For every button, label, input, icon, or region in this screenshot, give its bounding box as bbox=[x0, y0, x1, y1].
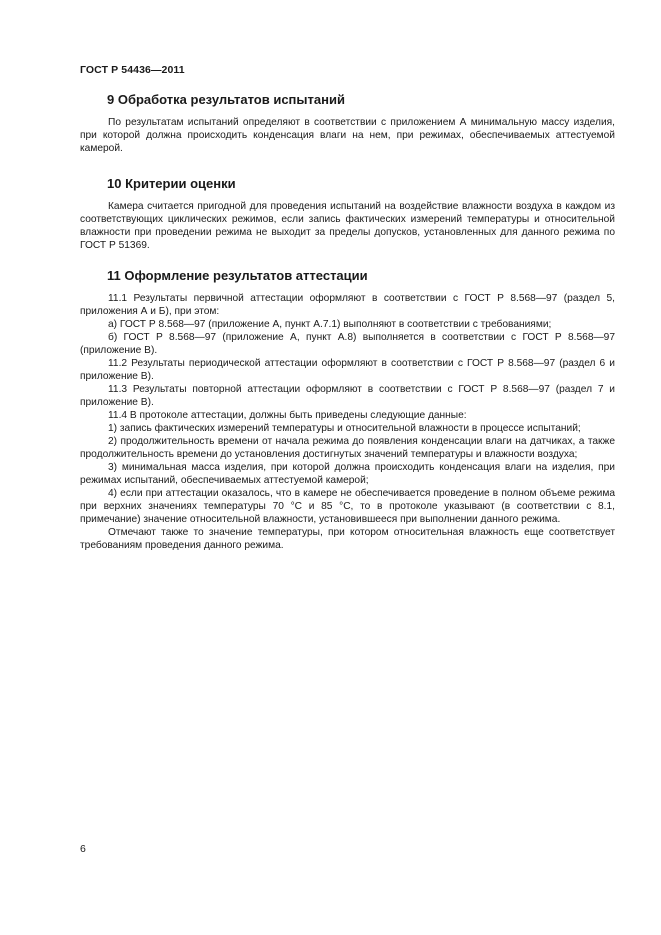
page-number: 6 bbox=[80, 843, 86, 855]
section-9-body bbox=[80, 116, 615, 155]
paragraph-11-4: 11.4 В протоколе аттестации, должны быть приведены следующие данные: bbox=[108, 410, 467, 421]
section-9-heading: 9 Обработка результатов испытаний bbox=[107, 92, 345, 107]
paragraph-11-1: 11.1 Результаты первичной аттестации оформляют в соответствии с ГОСТ Р 8.568—97 (раздел 5, приложения А и Б), при этом: bbox=[80, 293, 615, 317]
paragraph: Камера считается пригодной для проведения испытаний на воздействие влажности воздуха в каждом из соответствующих циклических режимов, если запись фактических измерений температуры и относительной влажности при проведении режима не выходит за пределы допусков, установленных для данного режима по ГОСТ Р 51369. bbox=[80, 201, 615, 251]
section-10-heading: 10 Критерии оценки bbox=[107, 176, 236, 191]
closing-paragraph: Отмечают также то значение температуры, при котором относительная влажность еще соответствует требованиям проведения данного режима. bbox=[80, 527, 615, 551]
list-item-1: 1) запись фактических измерений температуры и относительной влажности в процессе испытаний; bbox=[108, 423, 581, 434]
paragraph-11-1-b: б) ГОСТ Р 8.568—97 (приложение А, пункт А.8) выполняется в соответствии с ГОСТ Р 8.568—97 (приложение В). bbox=[80, 332, 615, 356]
paragraph-11-3: 11.3 Результаты повторной аттестации оформляют в соответствии с ГОСТ Р 8.568—97 (раздел 7 и приложение В). bbox=[80, 384, 615, 408]
list-item-3: 3) минимальная масса изделия, при которой должна происходить конденсация влаги на изделия, при режимах испытаний, обеспечиваемых аттестуемой камерой; bbox=[80, 462, 615, 486]
paragraph-11-2: 11.2 Результаты периодической аттестации оформляют в соответствии с ГОСТ Р 8.568—97 (раздел 6 и приложение В). bbox=[80, 358, 615, 382]
section-11-body bbox=[80, 292, 615, 552]
section-11-heading: 11 Оформление результатов аттестации bbox=[107, 268, 368, 283]
paragraph-11-1-a: а) ГОСТ Р 8.568—97 (приложение А, пункт А.7.1) выполняют в соответствии с требованиями; bbox=[108, 319, 552, 330]
list-item-2: 2) продолжительность времени от начала режима до появления конденсации влаги на датчиках, а также продолжительность времени до установления достигнутых значений температуры и влажности воздуха; bbox=[80, 436, 615, 460]
paragraph: По результатам испытаний определяют в соответствии с приложением А минимальную массу изделия, при которой должна происходить конденсация влаги на нем, при режимах, обеспечиваемых аттестуемой камерой. bbox=[80, 117, 615, 154]
list-item-4: 4) если при аттестации оказалось, что в камере не обеспечивается проведение в полном объеме режима при верхних значениях температуры 70 °С и 85 °С, то в протоколе указывают (в соответствии с 8.1, примечание) значение относительной влажности, установившееся при выполнении данного режима. bbox=[80, 488, 615, 525]
section-10-body bbox=[80, 200, 615, 252]
document-code-header: ГОСТ Р 54436—2011 bbox=[80, 64, 185, 76]
